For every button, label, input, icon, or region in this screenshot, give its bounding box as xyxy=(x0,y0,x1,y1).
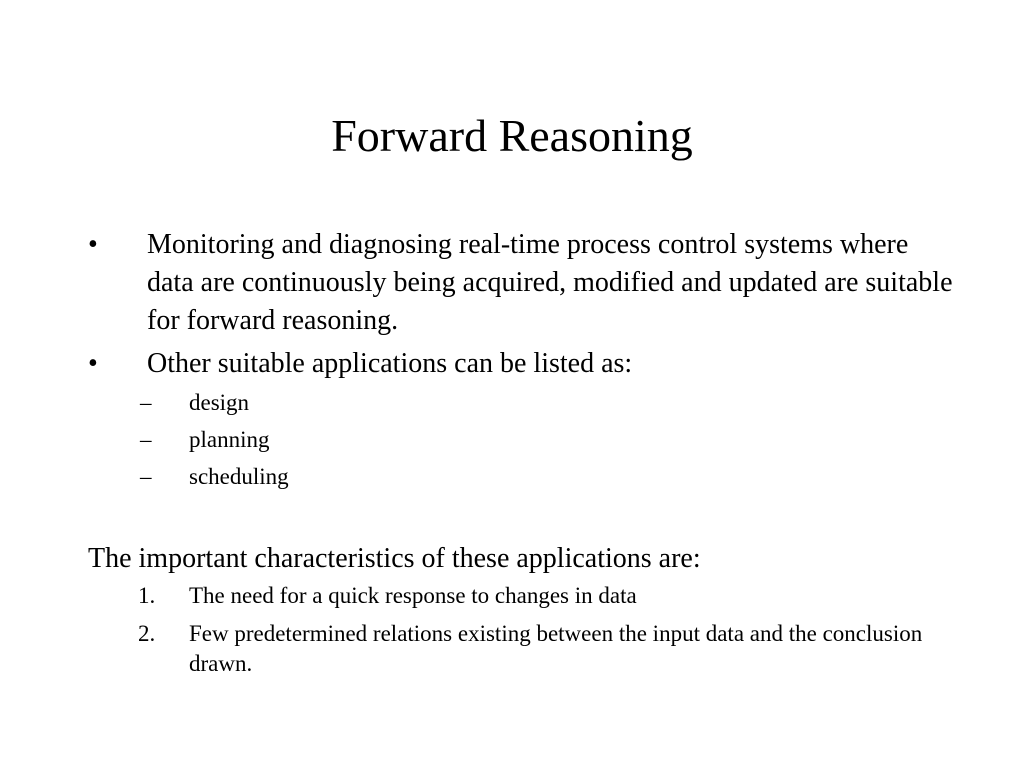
bullet-item xyxy=(88,345,958,383)
sub-item-design xyxy=(88,388,958,417)
sub-item-scheduling xyxy=(88,462,958,491)
slide-title: Forward Reasoning xyxy=(331,110,693,161)
sub-item-text: design xyxy=(189,390,250,415)
bullet-marker: • xyxy=(88,229,98,260)
dash-marker: – xyxy=(140,427,152,452)
sub-item-text: planning xyxy=(189,427,270,452)
sub-item-planning xyxy=(88,425,958,454)
bullet-text: Monitoring and diagnosing real-time process control systems where data are continuously being acquired, modified and updated are suitable for forward reasoning. xyxy=(147,229,953,336)
numbered-item-text: The need for a quick response to changes in data xyxy=(189,583,637,608)
numbered-item-text: Few predetermined relations existing between the input data and the conclusion drawn. xyxy=(189,621,923,676)
dash-marker: – xyxy=(140,390,152,415)
bullet-marker: • xyxy=(88,348,98,379)
bullet-text: Other suitable applications can be listed as: xyxy=(147,348,633,379)
bullet-item xyxy=(88,226,958,340)
numbered-item xyxy=(88,581,958,611)
number-marker: 2. xyxy=(138,621,156,646)
slide-content xyxy=(88,226,958,687)
number-marker: 1. xyxy=(138,583,156,608)
sub-item-text: scheduling xyxy=(189,464,289,489)
characteristics-intro: The important characteristics of these applications are: xyxy=(88,543,701,574)
application-sublist xyxy=(88,388,958,491)
numbered-item xyxy=(88,619,958,679)
dash-marker: – xyxy=(140,464,152,489)
